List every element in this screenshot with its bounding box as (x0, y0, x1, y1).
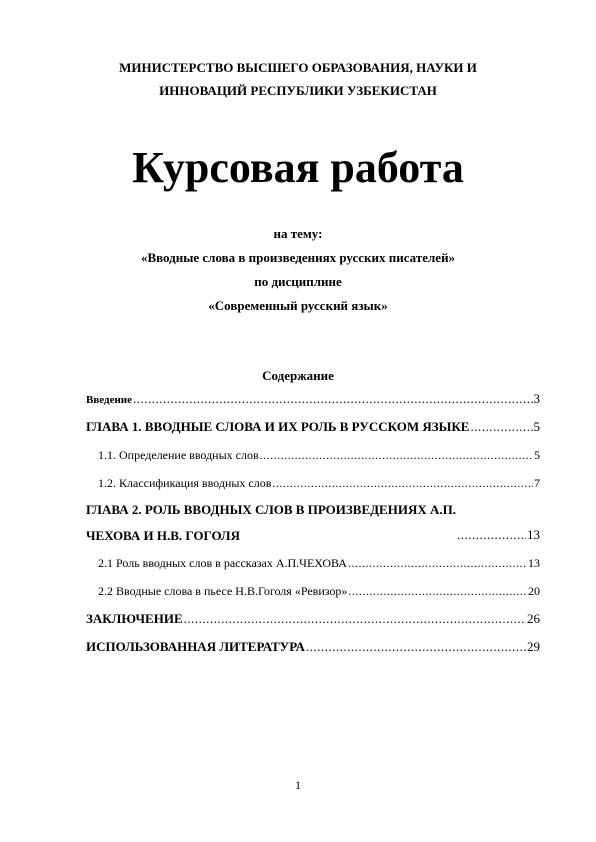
toc-label: ГЛАВА 1. ВВОДНЫЕ СЛОВА И ИХ РОЛЬ В РУССКОМ ЯЗЫКЕ (86, 419, 470, 434)
toc-item-section-2-1[interactable] (86, 549, 540, 577)
ministry-line-2: ИННОВАЦИЙ РЕСПУБЛИКИ УЗБЕКИСТАН (159, 83, 437, 98)
toc-item-section-1-2[interactable] (86, 469, 540, 497)
toc-label-line-1: ГЛАВА 2. РОЛЬ ВВОДНЫХ СЛОВ В ПРОИЗВЕДЕНИЯХ А.П. (86, 502, 456, 517)
toc-leader (348, 549, 527, 577)
toc-page: 13 (528, 556, 540, 570)
toc-item-introduction[interactable] (86, 385, 540, 413)
topic-line-1: на тему: (273, 226, 323, 241)
toc-label (86, 497, 456, 549)
toc-leader (470, 413, 532, 441)
contents-heading: Содержание (262, 368, 334, 383)
toc-page: 20 (528, 584, 540, 598)
toc-leader (457, 521, 526, 549)
topic-line-4: «Современный русский язык» (208, 298, 388, 313)
toc-item-conclusion[interactable] (86, 605, 540, 633)
page-number: 1 (295, 778, 301, 792)
toc-page: 26 (527, 611, 540, 626)
toc-page: 5 (534, 448, 540, 462)
toc-leader (348, 577, 527, 605)
toc-page: 3 (533, 391, 540, 406)
topic-line-2: «Вводные слова в произведениях русских писателей» (140, 250, 456, 265)
toc-label: 2.2 Вводные слова в пьесе Н.В.Гоголя «Ревизор» (98, 584, 348, 598)
toc-item-chapter-1[interactable] (86, 413, 540, 441)
toc-page: 13 (527, 527, 540, 542)
toc-leader (184, 605, 526, 633)
toc-leader (260, 441, 533, 469)
toc-label: 2.1 Роль вводных слов в рассказах А.П.ЧЕХОВА (98, 556, 347, 570)
toc-label-line-2: ЧЕХОВА И Н.В. ГОГОЛЯ (86, 528, 240, 543)
ministry-header (0, 56, 596, 102)
toc-label: ЗАКЛЮЧЕНИЕ (86, 611, 183, 626)
ministry-line-1: МИНИСТЕРСТВО ВЫСШЕГО ОБРАЗОВАНИЯ, НАУКИ И (119, 60, 477, 75)
toc-page: 29 (527, 639, 540, 654)
toc-label: 1.2. Классификация вводных слов (98, 476, 272, 490)
toc-leader (133, 385, 532, 413)
topic-block (0, 222, 596, 318)
toc-leader (272, 469, 533, 497)
toc-page: 5 (533, 419, 540, 434)
toc-item-references[interactable] (86, 633, 540, 661)
document-title: Курсовая работа (132, 143, 464, 192)
toc-label: ИСПОЛЬЗОВАННАЯ ЛИТЕРАТУРА (86, 639, 305, 654)
topic-line-3: по дисциплине (254, 274, 342, 289)
toc-leader (306, 633, 526, 661)
toc-label: 1.1. Определение вводных слов (98, 448, 259, 462)
toc-page: 7 (534, 476, 540, 490)
table-of-contents (86, 385, 540, 661)
toc-label: Введение (86, 394, 133, 406)
toc-item-section-1-1[interactable] (86, 441, 540, 469)
toc-item-chapter-2[interactable] (86, 497, 540, 549)
toc-item-section-2-2[interactable] (86, 577, 540, 605)
